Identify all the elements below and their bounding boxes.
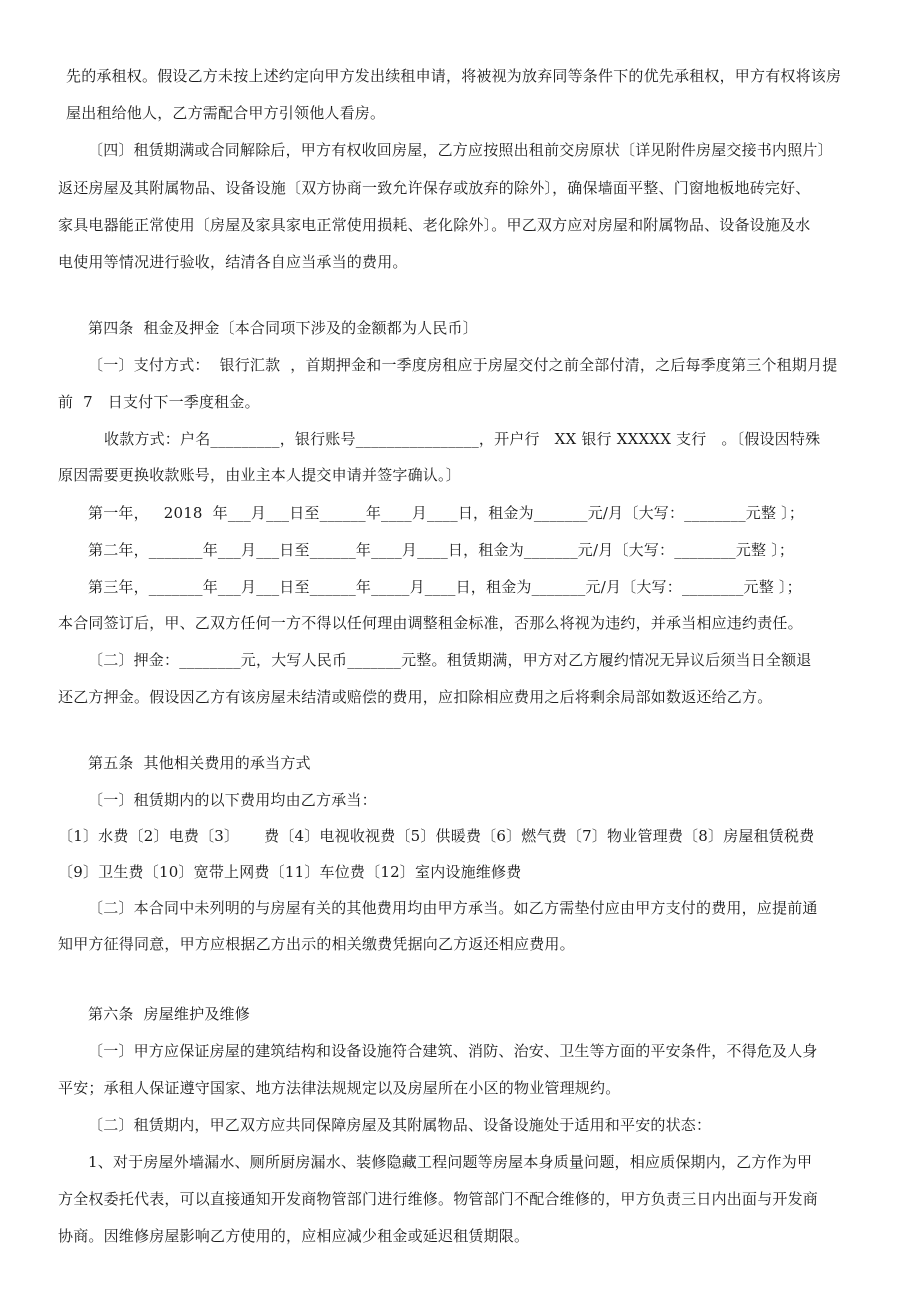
text-line: 〔四〕租赁期满或合同解除后，甲方有权收回房屋，乙方应按照出租前交房原状〔详见附件房屋交接书内照片〕 <box>88 141 833 159</box>
text-line: 协商。因维修房屋影响乙方使用的，应相应减少租金或延迟租赁期限。 <box>58 1227 530 1245</box>
text-line: 〔二〕本合同中未列明的与房屋有关的其他费用均由甲方承当。如乙方需垫付应由甲方支付的费用，应提前通 <box>88 899 818 917</box>
text-line: 电使用等情况进行验收，结清各自应当承当的费用。 <box>58 253 408 271</box>
text-line: 原因需要更换收款账号，由业主本人提交申请并签字确认。〕 <box>58 466 461 484</box>
text-line: 先的承租权。假设乙方未按上述约定向甲方发出续租申请，将被视为放弃同等条件下的优先承租权，甲方有权将该房 <box>66 67 842 85</box>
text-line: 屋出租给他人，乙方需配合甲方引领他人看房。 <box>66 104 386 122</box>
text-line: 家具电器能正常使用〔房屋及家具家电正常使用损耗、老化除外〕。甲乙双方应对房屋和附属物品、设备设施及水 <box>58 216 811 234</box>
text-line: 〔一〕支付方式： 银行汇款 ，首期押金和一季度房租应于房屋交付之前全部付清，之后每季度第三个租期月提 <box>88 356 838 374</box>
text-line: 〔二〕押金：________元，大写人民币_______元整。租赁期满，甲方对乙方履约情况无异议后须当日全额退 <box>88 651 812 669</box>
text-line: 收款方式：户名_________，银行账号________________，开户行 XX 银行 XXXXX 支行 。〔假设因特殊 <box>104 430 821 448</box>
text-line: 还乙方押金。假设因乙方有该房屋未结清或赔偿的费用，应扣除相应费用之后将剩余局部如数返还给乙方。 <box>58 688 773 706</box>
text-line: 第一年， 2018 年___月___日至______年____月____日，租金为_______元/月〔大写：________元整 〕； <box>88 504 805 522</box>
text-line: 本合同签订后，甲、乙双方任何一方不得以任何理由调整租金标准，否那么将视为违约，并承当相应违约责任。 <box>58 614 803 632</box>
text-line: 〔一〕甲方应保证房屋的建筑结构和设备设施符合建筑、消防、治安、卫生等方面的平安条件，不得危及人身 <box>88 1042 818 1060</box>
text-line: 1、对于房屋外墙漏水、厕所厨房漏水、装修隐藏工程问题等房屋本身质量问题，相应质保期内，乙方作为甲 <box>88 1153 813 1171</box>
text-line: 方全权委托代表，可以直接通知开发商物管部门进行维修。物管部门不配合维修的，甲方负责三日内出面与开发商 <box>58 1190 819 1208</box>
text-line: 知甲方征得同意，甲方应根据乙方出示的相关缴费凭据向乙方返还相应费用。 <box>58 935 575 953</box>
text-line: 平安；承租人保证遵守国家、地方法律法规规定以及房屋所在小区的物业管理规约。 <box>58 1079 621 1097</box>
text-line: 〔1〕水费〔2〕电费〔3〕 费〔4〕电视收视费〔5〕供暖费〔6〕燃气费〔7〕物业管理费〔8〕房屋租赁税费 <box>58 827 815 845</box>
text-line: 〔一〕租赁期内的以下费用均由乙方承当： <box>88 791 377 809</box>
text-line: 前 7 日支付下一季度租金。 <box>58 393 260 411</box>
text-line: 〔二〕租赁期内，甲乙双方应共同保障房屋及其附属物品、设备设施处于适用和平安的状态： <box>88 1116 712 1134</box>
section-heading: 第五条 其他相关费用的承当方式 <box>88 754 311 772</box>
text-line: 第三年，_______年___月___日至______年_____月____日，租金为_______元/月〔大写：________元整 〕； <box>88 578 802 596</box>
text-line: 〔9〕卫生费〔10〕宽带上网费〔11〕车位费〔12〕室内设施维修费 <box>58 863 522 881</box>
section-heading: 第六条 房屋维护及维修 <box>88 1005 250 1023</box>
section-heading: 第四条 租金及押金〔本合同项下涉及的金额都为人民币〕 <box>88 319 478 337</box>
text-line: 返还房屋及其附属物品、设备设施〔双方协商一致允许保存或放弃的除外〕，确保墙面平整、门窗地板地砖完好、 <box>58 179 811 197</box>
text-line: 第二年，_______年___月___日至______年____月____日，租金为_______元/月〔大写：________元整 〕； <box>88 541 795 559</box>
